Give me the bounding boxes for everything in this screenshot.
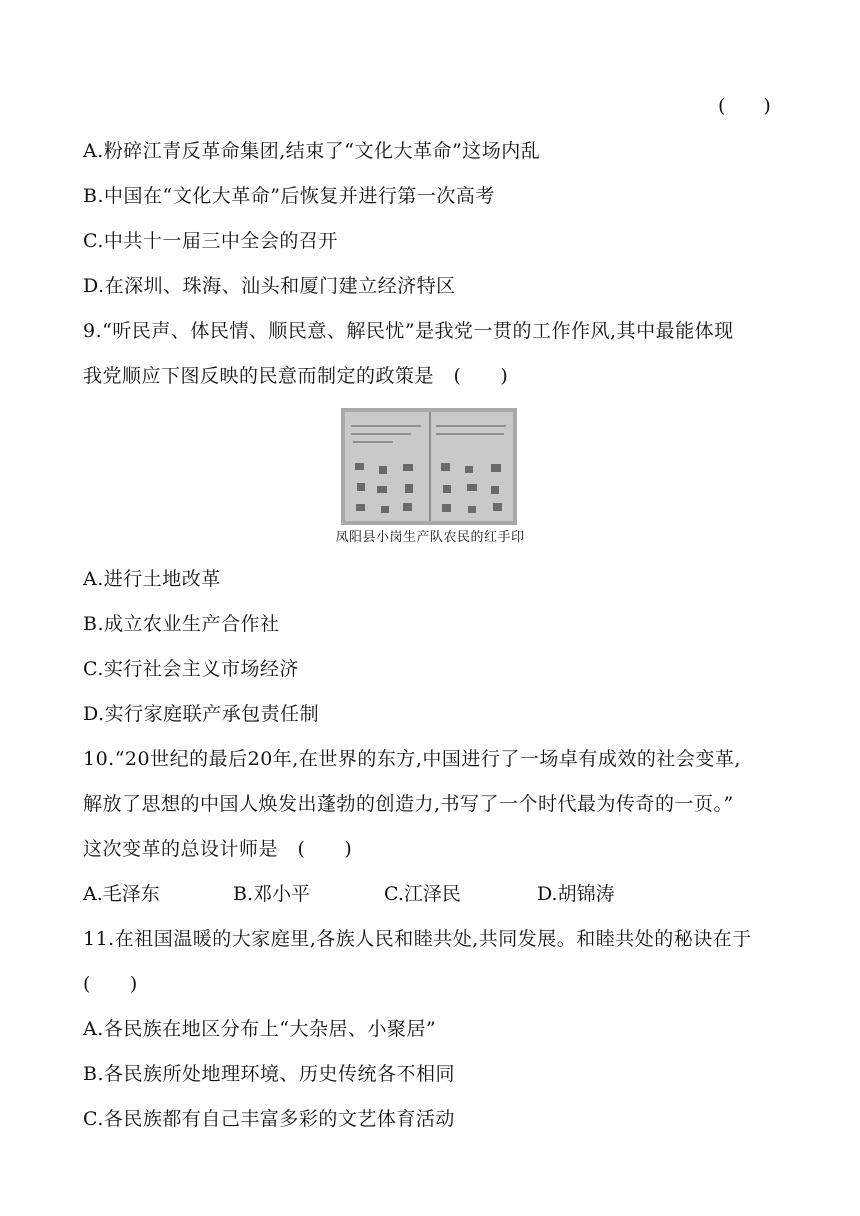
q11-stem-line-1: 11.在祖国温暖的大家庭里,各族人民和睦共处,共同发展。和睦共处的秘诀在于 [83, 928, 752, 950]
q8-option-c: C.中共十一届三中全会的召开 [83, 230, 338, 252]
q10-option-c: C.江泽民 [384, 883, 461, 905]
q9-option-c: C.实行社会主义市场经济 [83, 658, 299, 680]
q11-option-b: B.各民族所处地理环境、历史传统各不相同 [83, 1063, 456, 1085]
q11-option-a: A.各民族在地区分布上“大杂居、小聚居” [83, 1018, 437, 1040]
figure-caption: 凤阳县小岗生产队农民的红手印 [335, 530, 525, 545]
q8-option-b: B.中国在“文化大革命”后恢复并进行第一次高考 [83, 185, 495, 207]
q10-stem-line-2: 解放了思想的中国人焕发出蓬勃的创造力,书写了一个时代最为传奇的一页。” [83, 793, 734, 815]
q9-stem-line-2: 我党顺应下图反映的民意而制定的政策是 ( ) [83, 365, 509, 387]
q9-option-b: B.成立农业生产合作社 [83, 613, 280, 635]
q8-option-a: A.粉碎江青反革命集团,结束了“文化大革命”这场内乱 [83, 140, 541, 162]
q9-stem-line-1: 9.“听民声、体民情、顺民意、解民忧”是我党一贯的工作作风,其中最能体现 [83, 320, 734, 342]
q10-stem-line-3: 这次变革的总设计师是 ( ) [83, 838, 353, 860]
q10-option-b: B.邓小平 [233, 883, 311, 905]
q10-option-a: A.毛泽东 [83, 883, 160, 905]
q10-option-d: D.胡锦涛 [537, 883, 615, 905]
q10-stem-line-1: 10.“20世纪的最后20年,在世界的东方,中国进行了一场卓有成效的社会变革, [83, 748, 741, 770]
q11-stem-line-2: ( ) [83, 973, 138, 995]
q8-answer-paren: ( ) [718, 95, 771, 117]
q9-option-a: A.进行土地改革 [83, 568, 221, 590]
q11-option-c: C.各民族都有自己丰富多彩的文艺体育活动 [83, 1108, 455, 1130]
q8-option-d: D.在深圳、珠海、汕头和厦门建立经济特区 [83, 275, 456, 297]
red-handprint-photo [341, 408, 517, 525]
q9-option-d: D.实行家庭联产承包责任制 [83, 703, 320, 725]
